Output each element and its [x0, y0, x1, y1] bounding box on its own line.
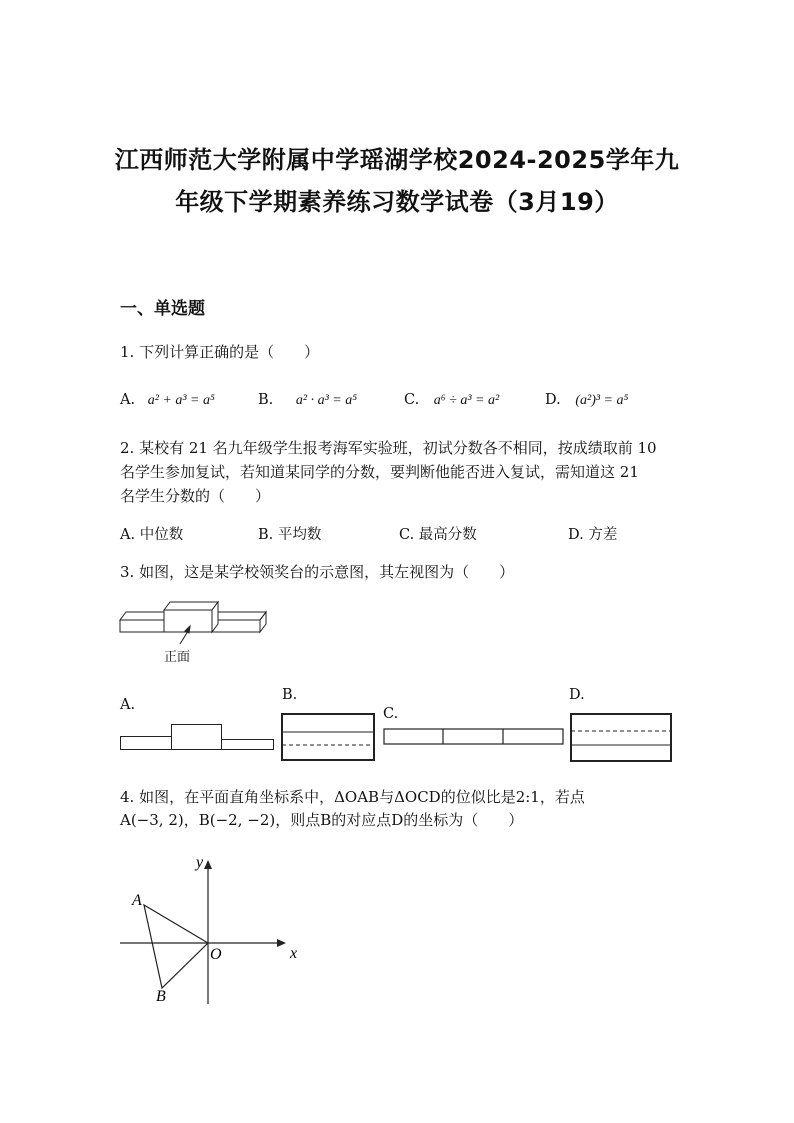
q3-option-b-label: B. [282, 687, 298, 703]
q3-option-a-label: A. [120, 697, 136, 713]
coordinate-figure [118, 852, 298, 1012]
podium-figure [118, 598, 268, 668]
section-heading: 一、单选题 [120, 299, 205, 319]
point-b-label: B [156, 988, 166, 1005]
front-label: 正面 [164, 650, 191, 665]
question-4-line1: 4. 如图，在平面直角坐标系中，ΔOAB与ΔOCD的位似比是2:1，若点 [120, 788, 585, 806]
q3-option-a-figure[interactable] [120, 723, 275, 753]
q2-option-a: A. 中位数 [120, 527, 184, 543]
y-axis-arrow-icon [204, 860, 212, 869]
page-title-line1: 江西师范大学附属中学瑶湖学校2024-2025学年九 [114, 146, 680, 174]
question-3-stem: 3. 如图，这是某学校领奖台的示意图，其左视图为（ ） [120, 563, 515, 581]
q3-option-c-figure[interactable] [383, 728, 565, 746]
q1-option-b-expr: a² · a³ = a⁵ [295, 393, 358, 408]
q2-option-b: B. 平均数 [258, 527, 322, 543]
x-axis-label: x [290, 945, 298, 962]
q1-option-d-label: D. [545, 392, 561, 408]
x-axis-arrow-icon [277, 939, 286, 947]
q1-option-d [545, 392, 628, 409]
point-a-label: A [132, 892, 142, 909]
question-2-line2: 名学生参加复试，若知道某同学的分数，要判断他能否进入复试，需知道这 21 [120, 463, 639, 481]
q1-option-a-expr: a² + a³ = a⁵ [147, 393, 215, 408]
q3-option-b-figure[interactable] [281, 713, 376, 763]
q1-option-c-expr: a⁶ ÷ a³ = a² [433, 393, 500, 408]
question-4-line2: A(−3, 2)，B(−2, −2)，则点B的对应点D的坐标为（ ） [120, 811, 524, 829]
q3-option-d-label: D. [569, 687, 585, 703]
q2-option-c: C. 最高分数 [399, 527, 477, 543]
page-title-line2: 年级下学期素养练习数学试卷（3月19） [175, 188, 619, 216]
q1-option-d-expr: (a²)³ = a⁵ [575, 393, 629, 408]
q1-option-c [404, 392, 499, 409]
q1-option-c-label: C. [404, 392, 420, 408]
q1-option-a-label: A. [120, 392, 136, 408]
question-1-stem: 1. 下列计算正确的是（ ） [120, 343, 320, 361]
q1-option-a [120, 392, 215, 409]
triangle-oab [144, 905, 208, 988]
q2-option-d: D. 方差 [568, 527, 618, 543]
q1-option-b-label: B. [258, 392, 274, 408]
q3-option-c-label: C. [383, 706, 399, 722]
question-2-line3: 名学生分数的（ ） [120, 487, 271, 505]
y-axis-label: y [196, 854, 204, 871]
q1-option-b [258, 392, 357, 409]
question-2-line1: 2. 某校有 21 名九年级学生报考海军实验班，初试分数各不相同，按成绩取前 10 [120, 439, 657, 457]
q3-option-d-figure[interactable] [570, 713, 673, 763]
origin-label: O [210, 946, 222, 963]
